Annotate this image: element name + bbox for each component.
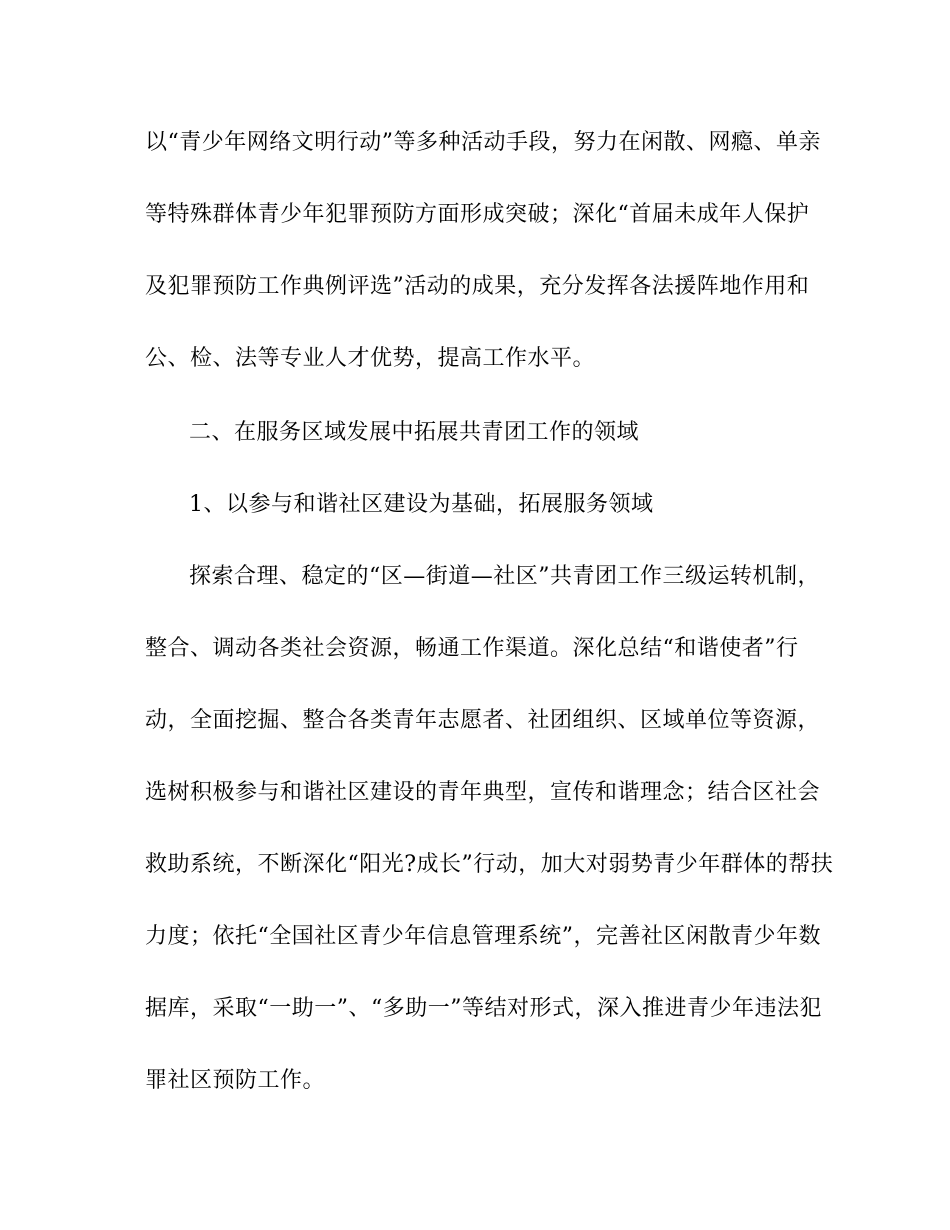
paragraph-2-line-2: 整合、调动各类社会资源，畅通工作渠道。深化总结“和谐使者”行 (145, 636, 799, 661)
paragraph-2-line-6: 力度；依托“全国社区青少年信息管理系统”，完善社区闲散青少年数 (145, 924, 821, 949)
paragraph-2-line-7: 据库，采取“一助一”、“多助一”等结对形式，深入推进青少年违法犯 (145, 996, 822, 1021)
paragraph-1-line-3: 及犯罪预防工作典例评选”活动的成果，充分发挥各法援阵地作用和 (145, 274, 810, 299)
paragraph-2-line-3: 动，全面挖掘、整合各类青年志愿者、社团组织、区域单位等资源， (145, 708, 821, 733)
subsection-heading: 1、以参与和谐社区建设为基础，拓展服务领域 (189, 492, 654, 517)
paragraph-1-line-1: 以“青少年网络文明行动”等多种活动手段，努力在闲散、网瘾、单亲 (145, 130, 821, 155)
paragraph-2-line-8: 罪社区预防工作。 (145, 1068, 326, 1093)
paragraph-2-line-1: 探索合理、稳定的“区—街道—社区”共青团工作三级运转机制， (189, 564, 820, 589)
section-heading: 二、在服务区域发展中拓展共青团工作的领域 (189, 420, 640, 445)
paragraph-2-line-5: 救助系统，不断深化“阳光?成长”行动，加大对弱势青少年群体的帮扶 (145, 852, 834, 877)
paragraph-2-line-4: 选树积极参与和谐社区建设的青年典型，宣传和谐理念；结合区社会 (145, 780, 821, 805)
paragraph-1-line-2: 等特殊群体青少年犯罪预防方面形成突破；深化“首届未成年人保护 (145, 202, 810, 227)
paragraph-1-line-4: 公、检、法等专业人才优势，提高工作水平。 (145, 346, 596, 371)
